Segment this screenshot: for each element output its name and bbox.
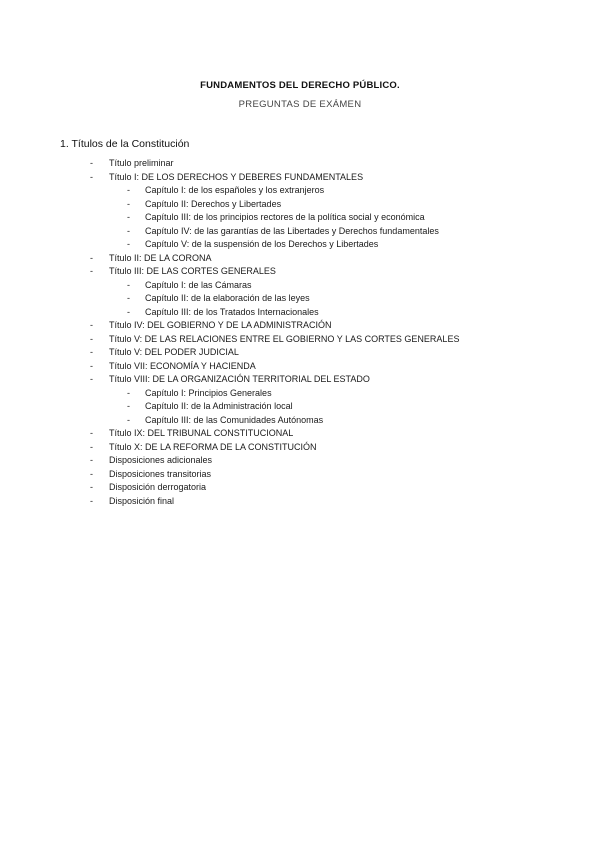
list-item-label: Disposición derrogatoria [109, 482, 207, 492]
list-item-label: Capítulo II: de la elaboración de las leyes [145, 293, 310, 303]
list-item-label: Capítulo IV: de las garantías de las Libertades y Derechos fundamentales [145, 225, 439, 236]
list-item [0, 441, 600, 455]
list-item-label: Título preliminar [109, 158, 174, 168]
bullet-dash: - [90, 333, 93, 344]
list-item [0, 360, 600, 374]
bullet-dash: - [127, 212, 130, 222]
section-heading: 1. Títulos de la Constitución [60, 138, 190, 150]
list-item-label: Título V: DEL PODER JUDICIAL [109, 347, 239, 357]
list-item-label: Capítulo III: de los Tratados Internacionales [145, 306, 319, 317]
list-item [0, 427, 600, 441]
list-item [0, 333, 600, 347]
bullet-dash: - [90, 441, 93, 452]
list-item-label: Título X: DE LA REFORMA DE LA CONSTITUCIÓN [109, 441, 317, 452]
sub-list-item [0, 387, 600, 401]
list-item [0, 252, 600, 266]
bullet-dash: - [90, 252, 93, 263]
bullet-dash: - [127, 293, 130, 303]
list-item [0, 468, 600, 482]
list-item-label: Título IV: DEL GOBIERNO Y DE LA ADMINISTRACIÓN [109, 320, 332, 330]
list-item [0, 171, 600, 185]
list-item-label: Capítulo I: de los españoles y los extranjeros [145, 185, 325, 195]
sub-list-item [0, 198, 600, 212]
list-item [0, 157, 600, 171]
list-item [0, 481, 600, 495]
bullet-dash: - [127, 225, 130, 236]
bullet-dash: - [90, 374, 93, 384]
list-item-label: Disposiciones adicionales [109, 455, 213, 465]
list-item-label: Disposición final [109, 495, 175, 506]
list-item-label: Capítulo II: Derechos y Libertades [145, 198, 282, 209]
list-item-label: Título VII: ECONOMÍA Y HACIENDA [109, 360, 256, 371]
bullet-dash: - [90, 495, 93, 506]
bullet-dash: - [127, 279, 130, 290]
list-item-label: Capítulo V: de la suspensión de los Derechos y Libertades [145, 239, 379, 249]
list-item-label: Título VIII: DE LA ORGANIZACIÓN TERRITORIAL DEL ESTADO [109, 374, 370, 384]
list-item [0, 265, 600, 279]
bullet-dash: - [90, 347, 93, 357]
bullet-dash: - [127, 239, 130, 249]
bullet-dash: - [127, 185, 130, 195]
bullet-dash: - [90, 468, 93, 479]
list-item [0, 454, 600, 468]
list-item-label: Título III: DE LAS CORTES GENERALES [109, 266, 276, 276]
list-item-label: Disposiciones transitorias [109, 468, 212, 479]
bullet-dash: - [90, 360, 93, 371]
constitution-titles-list [0, 157, 600, 508]
bullet-dash: - [90, 455, 93, 465]
list-item [0, 373, 600, 387]
bullet-dash: - [90, 171, 93, 182]
bullet-dash: - [127, 198, 130, 209]
bullet-dash: - [90, 158, 93, 168]
sub-list-item [0, 225, 600, 239]
sub-list-item [0, 414, 600, 428]
sub-list-item [0, 400, 600, 414]
list-item-label: Capítulo II: de la Administración local [145, 401, 293, 411]
bullet-dash: - [127, 401, 130, 411]
list-item [0, 495, 600, 509]
bullet-dash: - [90, 428, 93, 438]
list-item-label: Capítulo III: de las Comunidades Autónomas [145, 414, 324, 425]
sub-list-item [0, 292, 600, 306]
list-item [0, 319, 600, 333]
list-item-label: Capítulo I: de las Cámaras [145, 279, 252, 290]
bullet-dash: - [127, 306, 130, 317]
list-item-label: Capítulo III: de los principios rectores de la política social y económica [145, 212, 425, 222]
bullet-dash: - [90, 482, 93, 492]
sub-list-item [0, 279, 600, 293]
sub-list-item [0, 211, 600, 225]
bullet-dash: - [127, 387, 130, 398]
list-item-label: Título I: DE LOS DERECHOS Y DEBERES FUNDAMENTALES [109, 171, 364, 182]
list-item-label: Capítulo I: Principios Generales [145, 387, 272, 398]
sub-list-item [0, 238, 600, 252]
list-item [0, 346, 600, 360]
bullet-dash: - [127, 414, 130, 425]
bullet-dash: - [90, 266, 93, 276]
sub-list-item [0, 184, 600, 198]
list-item-label: Título V: DE LAS RELACIONES ENTRE EL GOBIERNO Y LAS CORTES GENERALES [109, 333, 460, 344]
document-subtitle: PREGUNTAS DE EXÁMEN [238, 99, 362, 110]
list-item-label: Título IX: DEL TRIBUNAL CONSTITUCIONAL [109, 428, 294, 438]
sub-list-item [0, 306, 600, 320]
document-title: FUNDAMENTOS DEL DERECHO PÚBLICO. [200, 80, 400, 91]
bullet-dash: - [90, 320, 93, 330]
list-item-label: Título II: DE LA CORONA [109, 252, 212, 263]
